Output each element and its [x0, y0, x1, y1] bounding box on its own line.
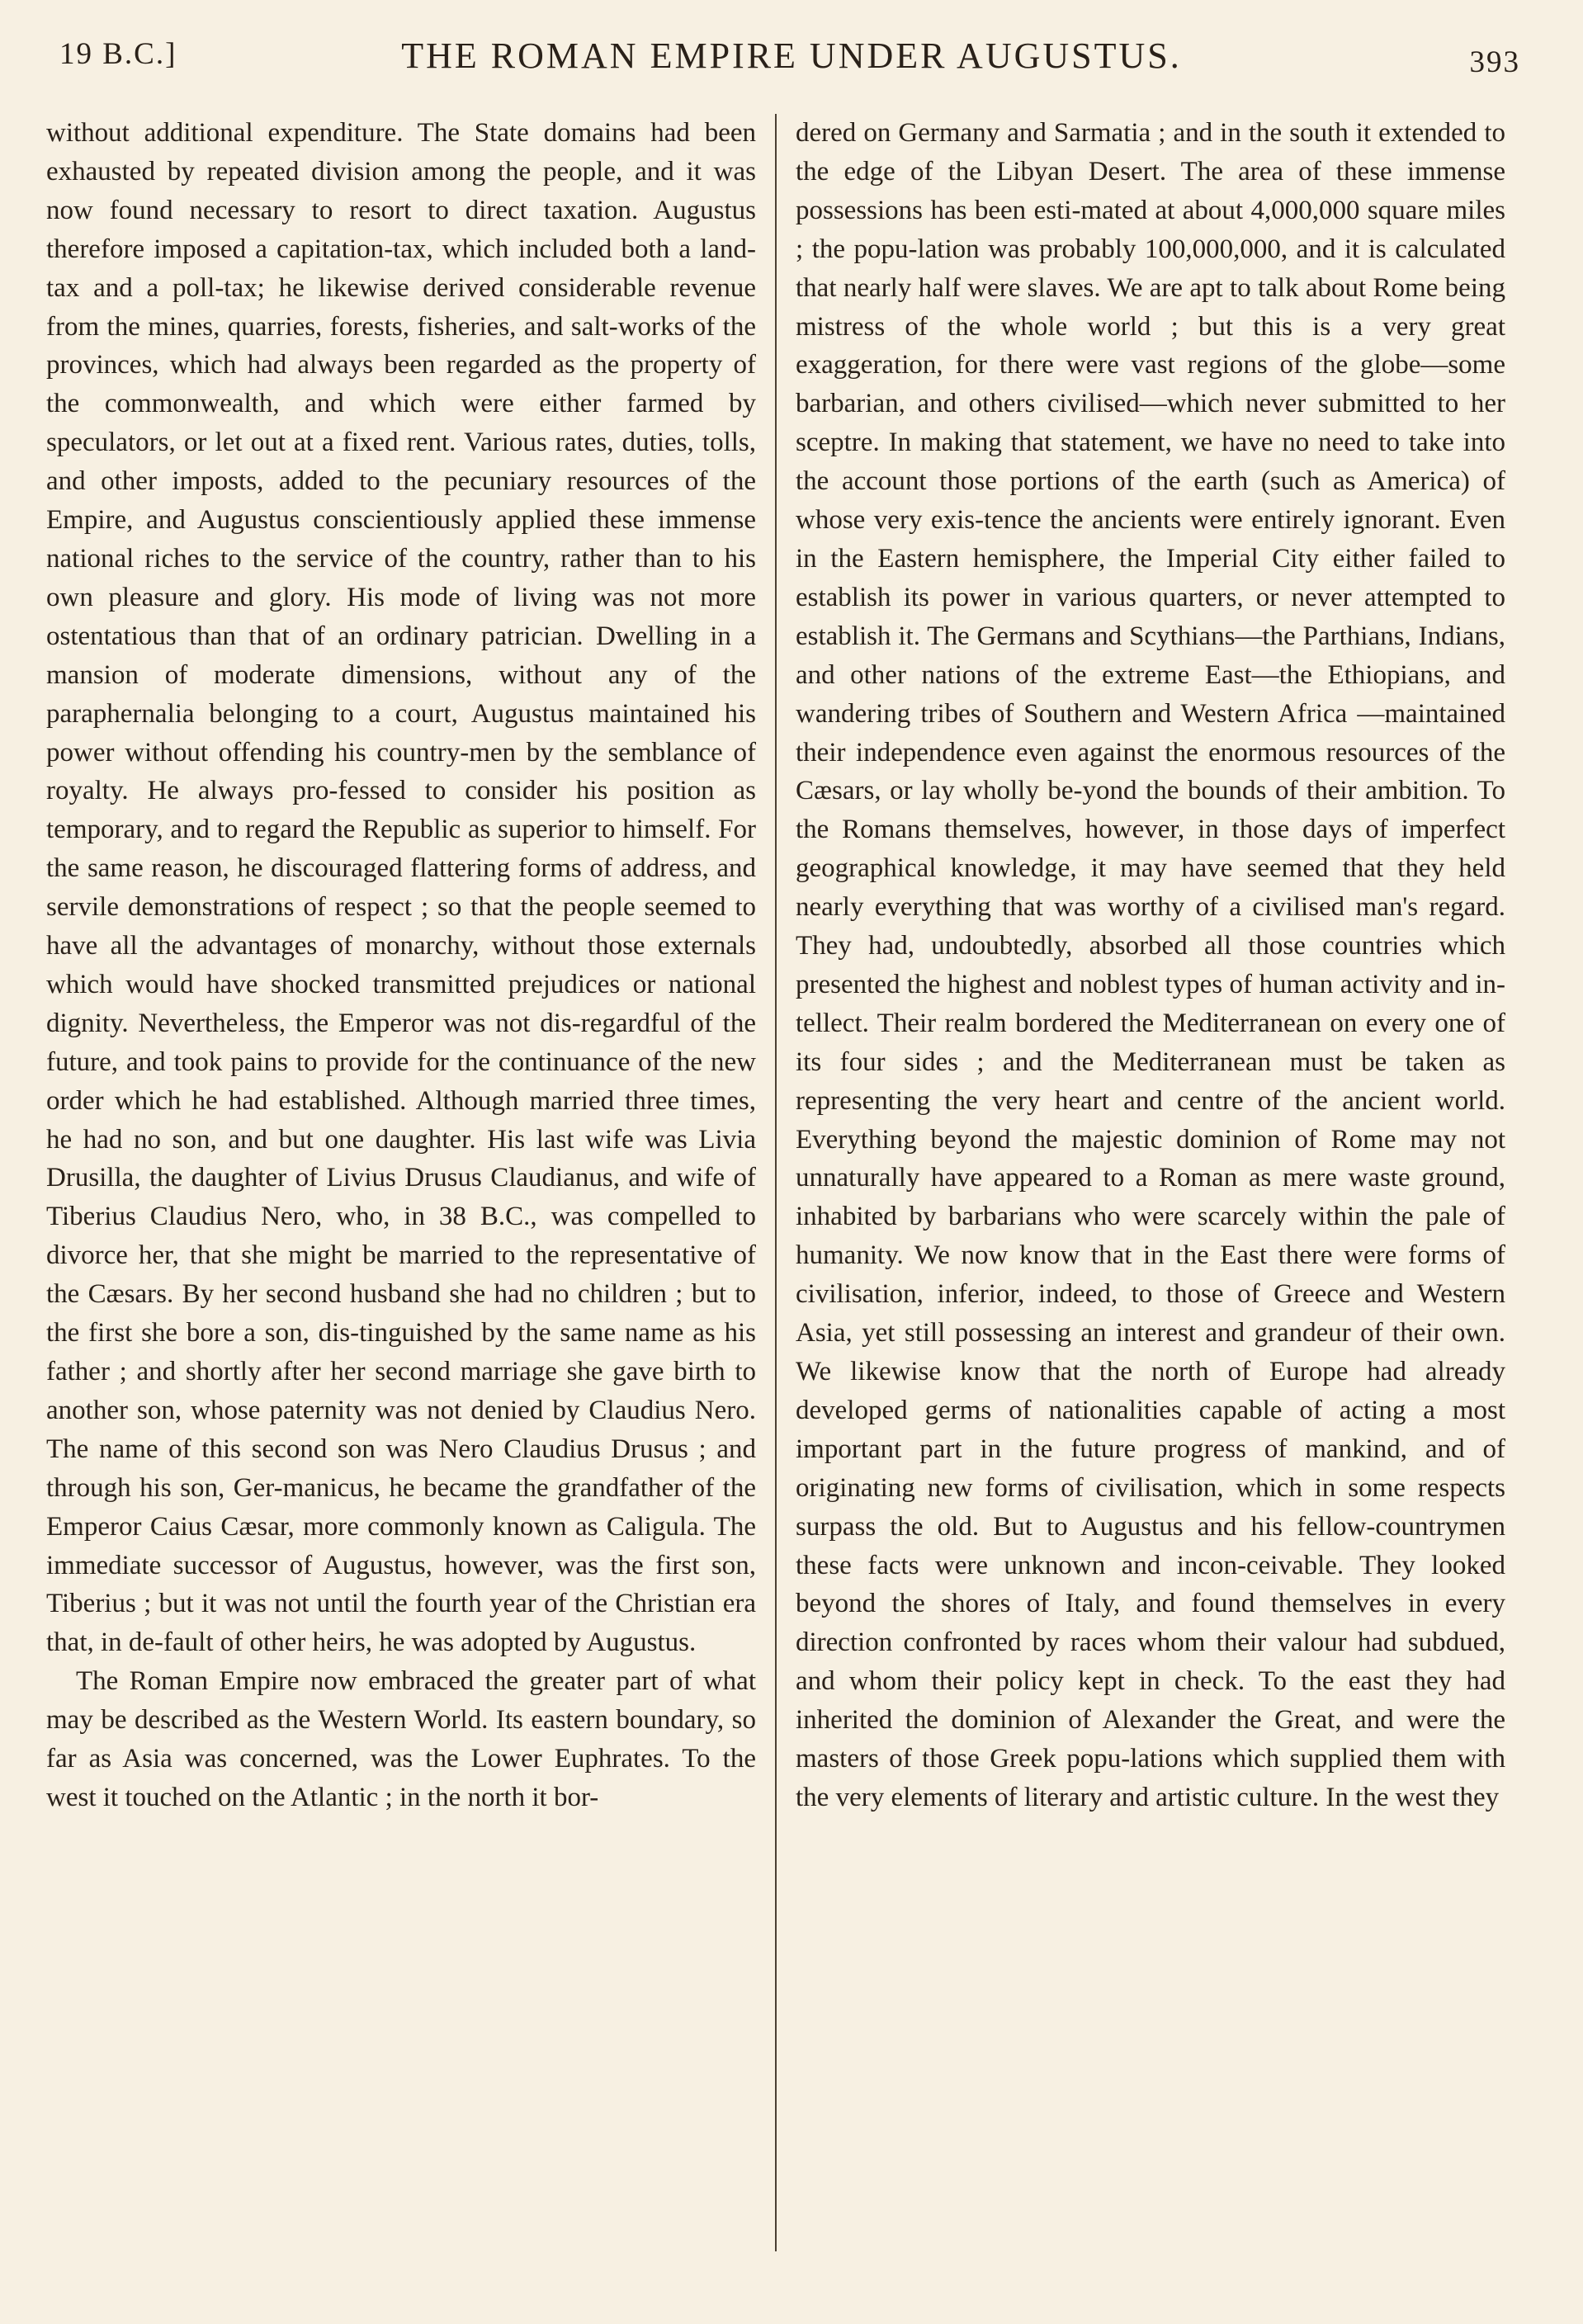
left-paragraph-1: without additional expenditure. The State domains had been exhausted by repeated division among the people, and it was now found necessary to resort to direct taxation. Augustus therefore imposed a capitation-tax, which included both a land-tax and a poll-tax; he likewise derived considerable revenue from the mines, quarries, forests, fisheries, and salt-works of the provinces, which had always been regarded as the property of the commonwealth, and which were either farmed by speculators, or let out at a fixed rent. Various rates, duties, tolls, and other imposts, added to the pecuniary resources of the Empire, and Augustus conscientiously applied these immense national riches to the service of the country, rather than to his own pleasure and glory. His mode of living was not more ostentatious than that of an ordinary patrician. Dwelling in a mansion of moderate dimensions, without any of the paraphernalia belonging to a court, Augustus maintained his power without offending his country-men by the semblance of royalty. He always pro-fessed to consider his position as temporary, and to regard the Republic as superior to himself. For the same reason, he discouraged flattering forms of address, and servile demonstrations of respect ; so that the people seemed to have all the advantages of monarchy, without those externals which would have shocked transmitted prejudices or national dignity. Nevertheless, the Emperor was not dis-regardful of the future, and took pains to provide for the continuance of the new order which he had established. Although married three times, he had no son, and but one daughter. His last wife was Livia Drusilla, the daughter of Livius Drusus Claudianus, and wife of Tiberius Claudius Nero, who, in 38 B.C., was compelled to divorce her, that she might be married to the representative of the Cæsars. By her second husband she had no children ; but to the first she bore a son, dis-tinguished by the same name as his father ; and shortly after her second marriage she gave birth to another son, whose paternity was not denied by Claudius Nero. The name of this second son was Nero Claudius Drusus ; and through his son, Ger-manicus, he became the grandfather of the Emperor Caius Cæsar, more commonly known as Caligula. The immediate successor of Augustus, however, was the first son, Tiberius ; but it was not until the fourth year of the Christian era that, in de-fault of other heirs, he was adopted by Augustus.	[46, 118, 756, 1658]
left-column	[46, 114, 756, 1817]
page-number: 393	[1469, 45, 1520, 79]
left-paragraph-2: The Roman Empire now embraced the greater part of what may be described as the Western World. Its eastern boundary, so far as Asia was concerned, was the Lower Euphrates. To the west it touched on the Atlantic ; in the north it bor-	[46, 1666, 756, 1812]
right-paragraph-1: dered on Germany and Sarmatia ; and in the south it extended to the edge of the Libyan Desert. The area of these immense possessions has been esti-mated at about 4,000,000 square miles ; the popu-lation was probably 100,000,000, and it is calculated that nearly half were slaves. We are apt to talk about Rome being mistress of the whole world ; but this is a very great exaggeration, for there were vast regions of the globe—some barbarian, and others civilised—which never submitted to her sceptre. In making that statement, we have no need to take into the account those portions of the earth (such as America) of whose very exis-tence the ancients were entirely ignorant. Even in the Eastern hemisphere, the Imperial City either failed to establish its power in various quarters, or never attempted to establish it. The Germans and Scythians—the Parthians, Indians, and other nations of the extreme East—the Ethiopians, and wandering tribes of Southern and Western Africa —maintained their independence even against the enormous resources of the Cæsars, or lay wholly be-yond the bounds of their ambition. To the Romans themselves, however, in those days of imperfect geographical knowledge, it may have seemed that they held nearly everything that was worthy of a civilised man's regard. They had, undoubtedly, absorbed all those countries which presented the highest and noblest types of human activity and in-tellect. Their realm bordered the Mediterranean on every one of its four sides ; and the Mediterranean must be taken as representing the very heart and centre of the ancient world. Everything beyond the majestic dominion of Rome may not unnaturally have appeared to a Roman as mere waste ground, inhabited by barbarians who were scarcely within the pale of humanity. We now know that in the East there were forms of civilisation, inferior, indeed, to those of Greece and Western Asia, yet still possessing an interest and grandeur of their own. We likewise know that the north of Europe had already developed germs of nationalities capable of acting a most important part in the future progress of mankind, and of originating new forms of civilisation, which in some respects surpass the old. But to Augustus and his fellow-countrymen these facts were unknown and incon-ceivable. They looked beyond the shores of Italy, and found themselves in every direction confronted by races whom their valour had subdued, and whom their policy kept in check. To the east they had inherited the dominion of Alexander the Great, and were the masters of those Greek popu-lations which supplied them with the very elements of literary and artistic culture. In the west they	[796, 118, 1505, 1812]
running-head	[58, 33, 1525, 83]
page-title: THE ROMAN EMPIRE UNDER AUGUSTUS.	[401, 35, 1182, 76]
date-reference: 19 B.C.]	[59, 37, 177, 71]
right-column	[796, 114, 1505, 1817]
text-columns	[46, 114, 1505, 2251]
column-divider	[775, 114, 777, 2251]
